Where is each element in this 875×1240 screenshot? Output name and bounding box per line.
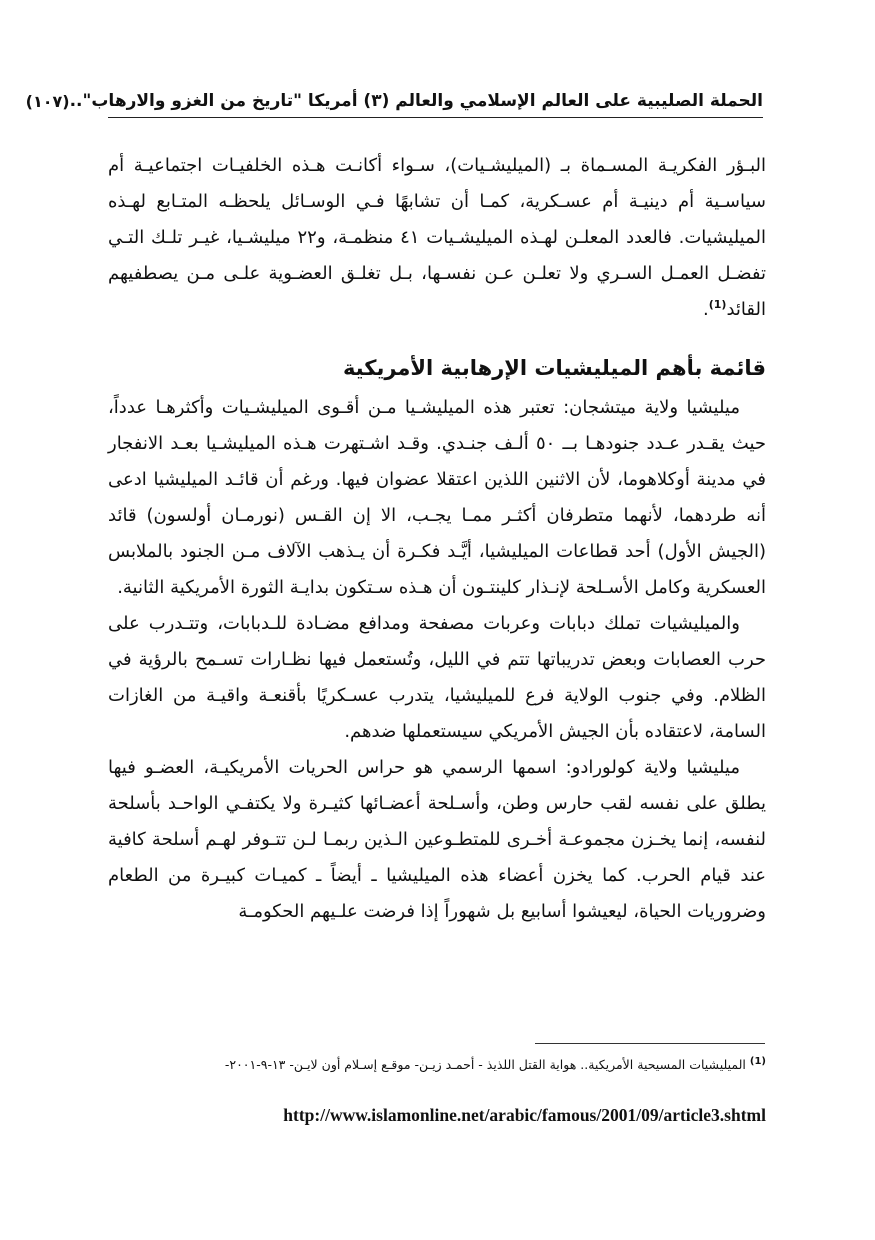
header-title: الحملة الصليبية على العالم الإسلامي والعالم (٣) أمريكا "تاريخ من الغزو والارهاب".. <box>69 91 763 111</box>
footnote-separator <box>535 1043 765 1044</box>
page-number: (١٠٧) <box>25 91 70 111</box>
paragraph-michigan: ميليشيا ولاية ميتشجان: تعتبر هذه الميليشـيا مـن أقـوى الميليشـيات وأكثرهـا عدداً، حيث يقـدر عـدد جنودهـا بــ ٥٠ ألـف جنـدي. وقـد اشـتهرت هـذه الميليشـيا بعـد الانفجار في مدينة أوكلاهوما، لأن الاثنين اللذين اعتقلا عضوان فيها. ورغم أن قائـد الميليشيا ادعى أنه طردهما، لأنهما متطرفان أكثـر ممـا يجـب، الا إن القـس (نورمـان أولسون) قائد (الجيش الأول) أحد قطاعات الميليشيا، أيَّـد فكـرة أن يـذهب الآلاف مـن الجنود بالملابس العسكرية وكامل الأسـلحة لإنـذار كلينتـون أن هـذه سـتكون بدايـة الثورة الأمريكية الثانية. <box>108 397 766 598</box>
running-header <box>25 86 763 116</box>
main-text <box>108 148 766 930</box>
footnote <box>108 1052 766 1078</box>
footnote-ref: (1) <box>708 298 727 311</box>
footnote-text: الميليشيات المسيحية الأمريكية.. هواية القتل اللذيذ - أحمـد زيـن- موقـع إسـلام أون لايـن- ١٣-٩-٢٠٠١- <box>224 1057 746 1072</box>
paragraph-colorado: ميليشيا ولاية كولورادو: اسمها الرسمي هو حراس الحريات الأمريكيـة، العضـو فيها يطلق على نفسه لقب حارس وطن، وأسـلحة أعضـائها كثيـرة ولا يكتفـي الواحـد بأسلحة لنفسه، إنما يخـزن مجموعـة أخـرى للمتطـوعين الـذين ربمـا لـن تتـوفر لهـم أسلحة كافية عند قيام الحرب. كما يخزن أعضاء هذه الميليشيا ـ أيضاً ـ كميـات كبيـرة من الطعام وضروريات الحياة، ليعيشوا أسابيع بل شهوراً إذا فرضت علـيهم الحكومـة <box>108 757 766 922</box>
paragraph-militia-equipment: والميليشيات تملك دبابات وعربات مصفحة ومدافع مضـادة للـدبابات، وتتـدرب على حرب العصابات وبعض تدريباتها تتم في الليل، وتُستعمل فيها نظـارات تسـمح بالرؤية في الظلام. وفي جنوب الولاية فرع للميليشيا، يتدرب عسـكريًا بأقنعـة واقيـة من الغازات السامة، لاعتقاده بأن الجيش الأمريكي سيستعملها ضدهم. <box>108 613 766 742</box>
footnote-url: http://www.islamonline.net/arabic/famous/2001/09/article3.shtml <box>283 1105 766 1125</box>
paragraph-1-end: . <box>703 299 709 320</box>
header-rule <box>108 117 763 118</box>
paragraph-1 <box>108 148 766 328</box>
section-heading: قائمة بأهم الميليشيات الإرهابية الأمريكية <box>342 356 766 380</box>
paragraph-1-text: البـؤر الفكريـة المسـماة بـ (الميليشـيات)، سـواء أكانـت هـذه الخلفيـات اجتماعيـة أم سياسـية أم دينيـة أم عسـكرية، كمـا أن تشابهًا فـي الوسـائل يلحظـه المتـابع لهـذه الميليشيات. فالعدد المعلـن لهـذه الميليشـيات ٤١ منظمـة، و٢٢ ميليشـيا، غيـر تلـك التـي تفضـل العمـل السـري ولا تعلـن عـن نفسـها، بـل تغلـق العضـوية علـى مـن يصطفيهم القائد <box>108 155 766 320</box>
footnote-number: (1) <box>749 1055 766 1067</box>
